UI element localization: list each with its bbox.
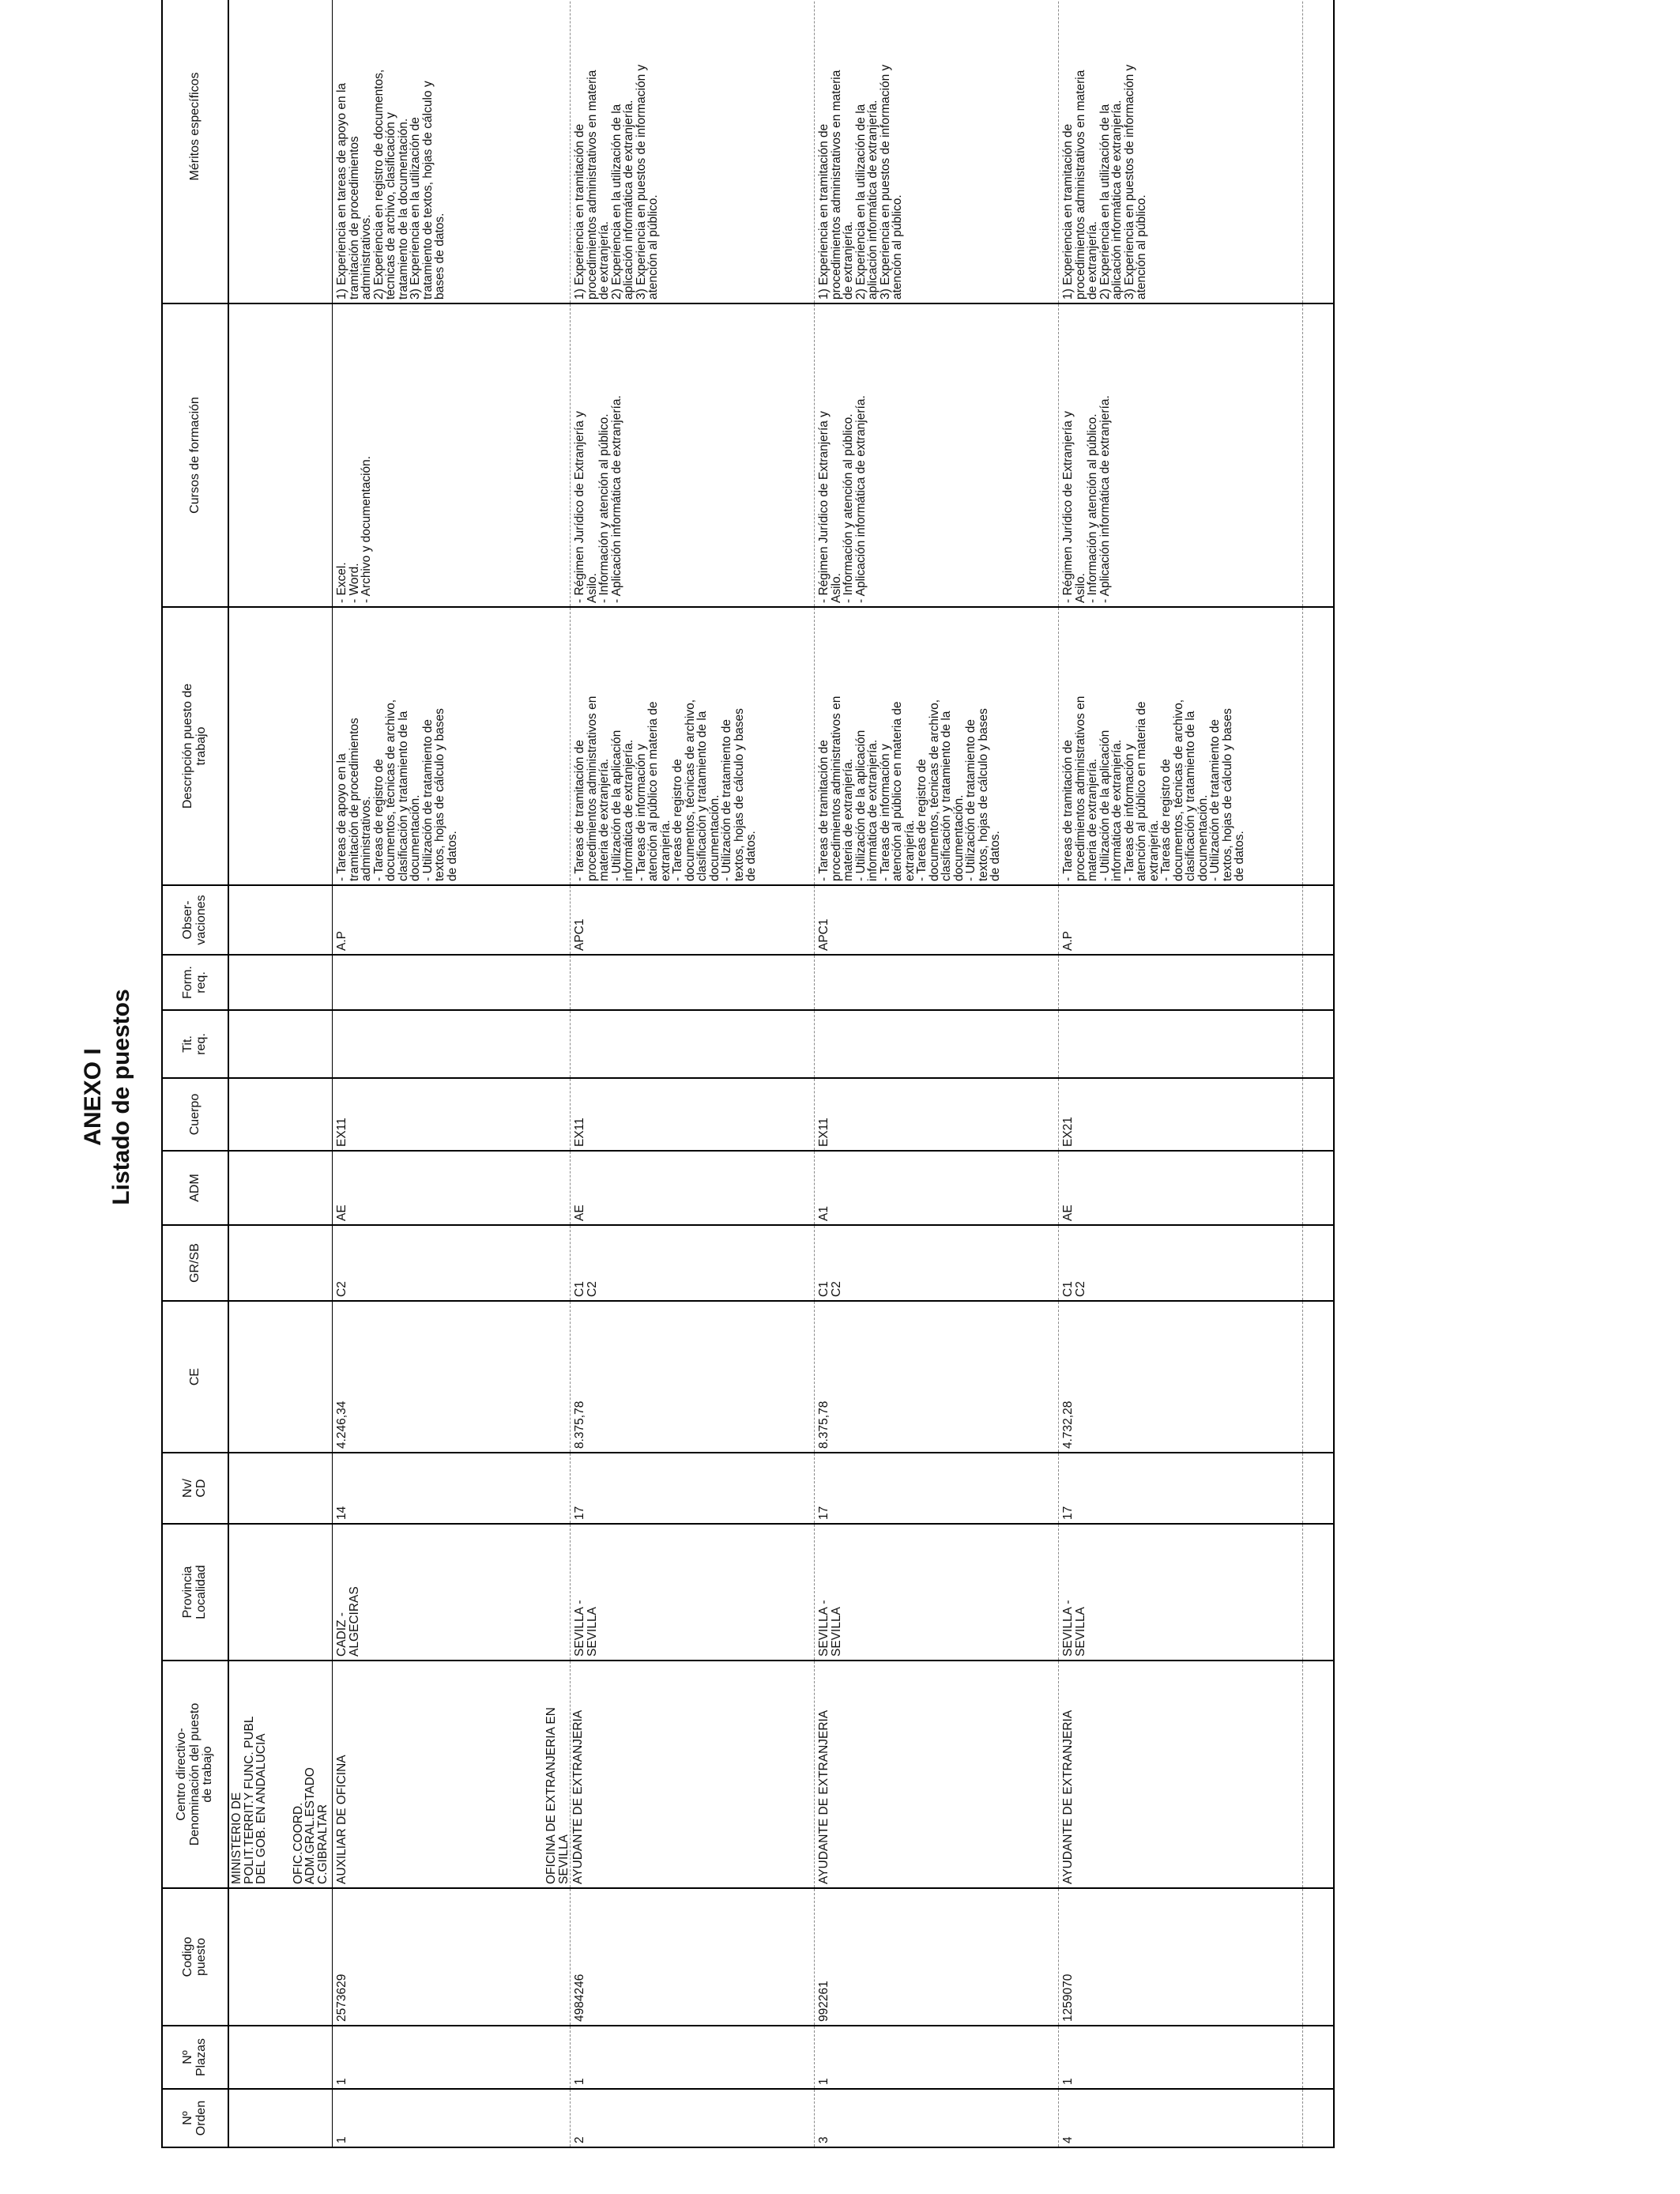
codigo-cell: 4984246 bbox=[571, 1888, 815, 2026]
provincia-cell: SEVILLA - SEVILLA bbox=[815, 1524, 1059, 1661]
grupo-cell: C1 C2 bbox=[571, 1225, 815, 1301]
empty-cell bbox=[228, 2026, 333, 2089]
col-provincia-header: Provincia Localidad bbox=[162, 1524, 228, 1661]
tit-cell bbox=[1059, 1010, 1303, 1078]
empty-cell bbox=[527, 1524, 571, 1661]
adm-cell: AE bbox=[571, 1151, 815, 1225]
centro-cell: AYUDANTE DE EXTRANJERIA bbox=[571, 1661, 815, 1888]
grupo-cell: C2 bbox=[333, 1225, 528, 1301]
empty-cell bbox=[228, 1301, 333, 1453]
empty-cell bbox=[527, 955, 571, 1010]
cursos-cell: - Régimen Jurídico de Extranjería y Asilo. - Información y atención al público. - Aplicación informática de extranjería. bbox=[571, 303, 815, 607]
descripcion-cell: - Tareas de tramitación de procedimientos administrativos en materia de extranjería. - Utilización de la aplicación informática de extranjería. - Tareas de información y atención al público en materia de extranjería. - Tareas de registro de documentos, técnicas de archivo, clasificación y tratamiento de la documentación. - Utilización de tratamiento de textos, hojas de cálculo y bases de datos. bbox=[571, 607, 815, 885]
title-line-1: ANEXO I bbox=[80, 1048, 106, 1146]
nivel-cell: 17 bbox=[815, 1453, 1059, 1524]
section-centro: OFICINA DE EXTRANJERIA EN SEVILLA bbox=[527, 1661, 571, 1888]
col-plazas-header: Nº Plazas bbox=[162, 2026, 228, 2089]
empty-cell bbox=[1303, 303, 1335, 607]
empty-cell bbox=[1303, 1301, 1335, 1453]
provincia-cell: SEVILLA - SEVILLA bbox=[1059, 1524, 1303, 1661]
centro-cell: AUXILIAR DE OFICINA bbox=[333, 1661, 528, 1888]
empty-cell bbox=[228, 1524, 333, 1661]
title-line-2: Listado de puestos bbox=[108, 989, 134, 1205]
col-form-header: Form. req. bbox=[162, 955, 228, 1010]
empty-cell bbox=[1303, 1078, 1335, 1151]
col-centro-header: Centro directivo- Denominación del puesto de trabajo bbox=[162, 1661, 228, 1888]
plazas-cell: 1 bbox=[571, 2026, 815, 2089]
codigo-cell: 992261 bbox=[815, 1888, 1059, 2026]
cuerpo-cell: EX21 bbox=[1059, 1078, 1303, 1151]
adm-cell: A1 bbox=[815, 1151, 1059, 1225]
empty-cell bbox=[228, 607, 333, 885]
grupo-cell: C1 C2 bbox=[815, 1225, 1059, 1301]
section-row bbox=[527, 0, 571, 2147]
empty-cell bbox=[228, 303, 333, 607]
col-meritos-header: Méritos específicos bbox=[162, 0, 228, 303]
meritos-cell: 1) Experiencia en tramitación de procedimientos administrativos en materia de extranjería. 2) Experiencia en la utilización de la aplicación informática de extranjería. 3) Experiencia en puestos de información y atención al público. bbox=[1059, 0, 1303, 303]
empty-cell bbox=[527, 1888, 571, 2026]
empty-cell bbox=[1303, 1524, 1335, 1661]
empty-cell bbox=[527, 0, 571, 303]
empty-cell bbox=[527, 1301, 571, 1453]
descripcion-cell: - Tareas de tramitación de procedimientos administrativos en materia de extranjería. - Utilización de la aplicación informática de extranjería. - Tareas de información y atención al público en materia de extranjería. - Tareas de registro de documentos, técnicas de archivo, clasificación y tratamiento de la documentación. - Utilización de tratamiento de textos, hojas de cálculo y bases de datos. bbox=[1059, 607, 1303, 885]
meritos-cell: 1) Experiencia en tramitación de procedimientos administrativos en materia de extranjería. 2) Experiencia en la utilización de la aplicación informática de extranjería. 3) Experiencia en puestos de información y atención al público. bbox=[815, 0, 1059, 303]
cuerpo-cell: EX11 bbox=[815, 1078, 1059, 1151]
orden-cell: 2 bbox=[571, 2089, 815, 2147]
empty-cell bbox=[228, 1225, 333, 1301]
form-cell bbox=[333, 955, 528, 1010]
empty-cell bbox=[228, 1010, 333, 1078]
col-adm-header: ADM bbox=[162, 1151, 228, 1225]
empty-cell bbox=[527, 303, 571, 607]
empty-cell bbox=[527, 1151, 571, 1225]
centro-cell: AYUDANTE DE EXTRANJERIA bbox=[1059, 1661, 1303, 1888]
provincia-cell: SEVILLA - SEVILLA bbox=[571, 1524, 815, 1661]
empty-cell bbox=[527, 1010, 571, 1078]
empty-cell bbox=[527, 2089, 571, 2147]
col-tit-header: Tit. req. bbox=[162, 1010, 228, 1078]
col-descripcion-header: Descripción puesto de trabajo bbox=[162, 607, 228, 885]
empty-cell bbox=[527, 1225, 571, 1301]
orden-cell: 3 bbox=[815, 2089, 1059, 2147]
table-row bbox=[571, 0, 815, 2147]
tit-cell bbox=[815, 1010, 1059, 1078]
cursos-cell: - Excel. - Word. - Archivo y documentación. bbox=[333, 303, 528, 607]
cursos-cell: - Régimen Jurídico de Extranjería y Asilo. - Información y atención al público. - Aplicación informática de extranjería. bbox=[815, 303, 1059, 607]
cuerpo-cell: EX11 bbox=[333, 1078, 528, 1151]
empty-cell bbox=[228, 0, 333, 303]
codigo-cell: 2573629 bbox=[333, 1888, 528, 2026]
empty-cell bbox=[228, 1453, 333, 1524]
nivel-cell: 17 bbox=[571, 1453, 815, 1524]
empty-cell bbox=[228, 1078, 333, 1151]
ce-cell: 4.246,34 bbox=[333, 1301, 528, 1453]
page-title bbox=[79, 0, 136, 2194]
plazas-cell: 1 bbox=[1059, 2026, 1303, 2089]
obs-cell: APC1 bbox=[571, 885, 815, 955]
empty-cell bbox=[1303, 955, 1335, 1010]
col-codigo-header: Codigo puesto bbox=[162, 1888, 228, 2026]
col-orden-header: Nº Orden bbox=[162, 2089, 228, 2147]
adm-cell: AE bbox=[1059, 1151, 1303, 1225]
obs-cell: A.P bbox=[333, 885, 528, 955]
empty-cell bbox=[527, 2026, 571, 2089]
col-cuerpo-header: Cuerpo bbox=[162, 1078, 228, 1151]
tit-cell bbox=[571, 1010, 815, 1078]
empty-cell bbox=[228, 885, 333, 955]
nivel-cell: 17 bbox=[1059, 1453, 1303, 1524]
empty-cell bbox=[1303, 1151, 1335, 1225]
positions-table bbox=[161, 0, 1335, 2148]
cuerpo-cell: EX11 bbox=[571, 1078, 815, 1151]
adm-cell: AE bbox=[333, 1151, 528, 1225]
descripcion-cell: - Tareas de tramitación de procedimientos administrativos en materia de extranjería. - Utilización de la aplicación informática de extranjería. - Tareas de información y atención al público en materia de extranjería. - Tareas de registro de documentos, técnicas de archivo, clasificación y tratamiento de la documentación. - Utilización de tratamiento de textos, hojas de cálculo y bases de datos. bbox=[815, 607, 1059, 885]
obs-cell: A.P bbox=[1059, 885, 1303, 955]
plazas-cell: 1 bbox=[333, 2026, 528, 2089]
col-grupo-header: GR/SB bbox=[162, 1225, 228, 1301]
form-cell bbox=[571, 955, 815, 1010]
empty-cell bbox=[1303, 1661, 1335, 1888]
plazas-cell: 1 bbox=[815, 2026, 1059, 2089]
empty-cell bbox=[1303, 1225, 1335, 1301]
col-obs-header: Obser- vaciones bbox=[162, 885, 228, 955]
form-cell bbox=[1059, 955, 1303, 1010]
empty-cell bbox=[527, 1453, 571, 1524]
empty-cell bbox=[1303, 0, 1335, 303]
filler-row bbox=[1303, 0, 1335, 2147]
col-cursos-header: Cursos de formación bbox=[162, 303, 228, 607]
empty-cell bbox=[527, 607, 571, 885]
meritos-cell: 1) Experiencia en tareas de apoyo en la tramitación de procedimientos administrativos. 2) Experiencia en registro de documentos, técnicas de archivo, clasificación y tratamiento de la documentación. 3) Experiencia en la utilización de tratamiento de textos, hojas de cálculo y bases de datos. bbox=[333, 0, 528, 303]
empty-cell bbox=[228, 1151, 333, 1225]
ce-cell: 4.732,28 bbox=[1059, 1301, 1303, 1453]
centro-cell: AYUDANTE DE EXTRANJERIA bbox=[815, 1661, 1059, 1888]
orden-cell: 1 bbox=[333, 2089, 528, 2147]
grupo-cell: C1 C2 bbox=[1059, 1225, 1303, 1301]
empty-cell bbox=[228, 1888, 333, 2026]
ministry-row bbox=[228, 0, 333, 2147]
empty-cell bbox=[1303, 2026, 1335, 2089]
provincia-cell: CADIZ - ALGECIRAS bbox=[333, 1524, 528, 1661]
codigo-cell: 1259070 bbox=[1059, 1888, 1303, 2026]
tit-cell bbox=[333, 1010, 528, 1078]
col-ce-header: CE bbox=[162, 1301, 228, 1453]
empty-cell bbox=[1303, 607, 1335, 885]
obs-cell: APC1 bbox=[815, 885, 1059, 955]
meritos-cell: 1) Experiencia en tramitación de procedimientos administrativos en materia de extranjería. 2) Experiencia en la utilización de la aplicación informática de extranjería. 3) Experiencia en puestos de información y atención al público. bbox=[571, 0, 815, 303]
empty-cell bbox=[228, 2089, 333, 2147]
empty-cell bbox=[1303, 2089, 1335, 2147]
empty-cell bbox=[1303, 885, 1335, 955]
form-cell bbox=[815, 955, 1059, 1010]
empty-cell bbox=[1303, 1888, 1335, 2026]
empty-cell bbox=[1303, 1010, 1335, 1078]
empty-cell bbox=[527, 885, 571, 955]
empty-cell bbox=[228, 955, 333, 1010]
ce-cell: 8.375,78 bbox=[815, 1301, 1059, 1453]
cursos-cell: - Régimen Jurídico de Extranjería y Asilo. - Información y atención al público. - Aplicación informática de extranjería. bbox=[1059, 303, 1303, 607]
orden-cell: 4 bbox=[1059, 2089, 1303, 2147]
empty-cell bbox=[1303, 1453, 1335, 1524]
table-row bbox=[815, 0, 1059, 2147]
col-nivel-header: Nv/ CD bbox=[162, 1453, 228, 1524]
descripcion-cell: - Tareas de apoyo en la tramitación de procedimientos administrativos. - Tareas de registro de documentos, técnicas de archivo, clasificación y tratamiento de la documentación. - Utilización de tratamiento de textos, hojas de cálculo y bases de datos. bbox=[333, 607, 528, 885]
ce-cell: 8.375,78 bbox=[571, 1301, 815, 1453]
empty-cell bbox=[527, 1078, 571, 1151]
nivel-cell: 14 bbox=[333, 1453, 528, 1524]
table-header-row bbox=[162, 0, 228, 2147]
table-row bbox=[333, 0, 528, 2147]
ministry-block: MINISTERIO DE POLIT.TERRIT.Y FUNC. PUBL DEL GOB. EN ANDALUCIA OFIC.COORD. ADM.GRAL.ESTADO C.GIBRALTAR bbox=[228, 1661, 333, 1888]
table-row bbox=[1059, 0, 1303, 2147]
